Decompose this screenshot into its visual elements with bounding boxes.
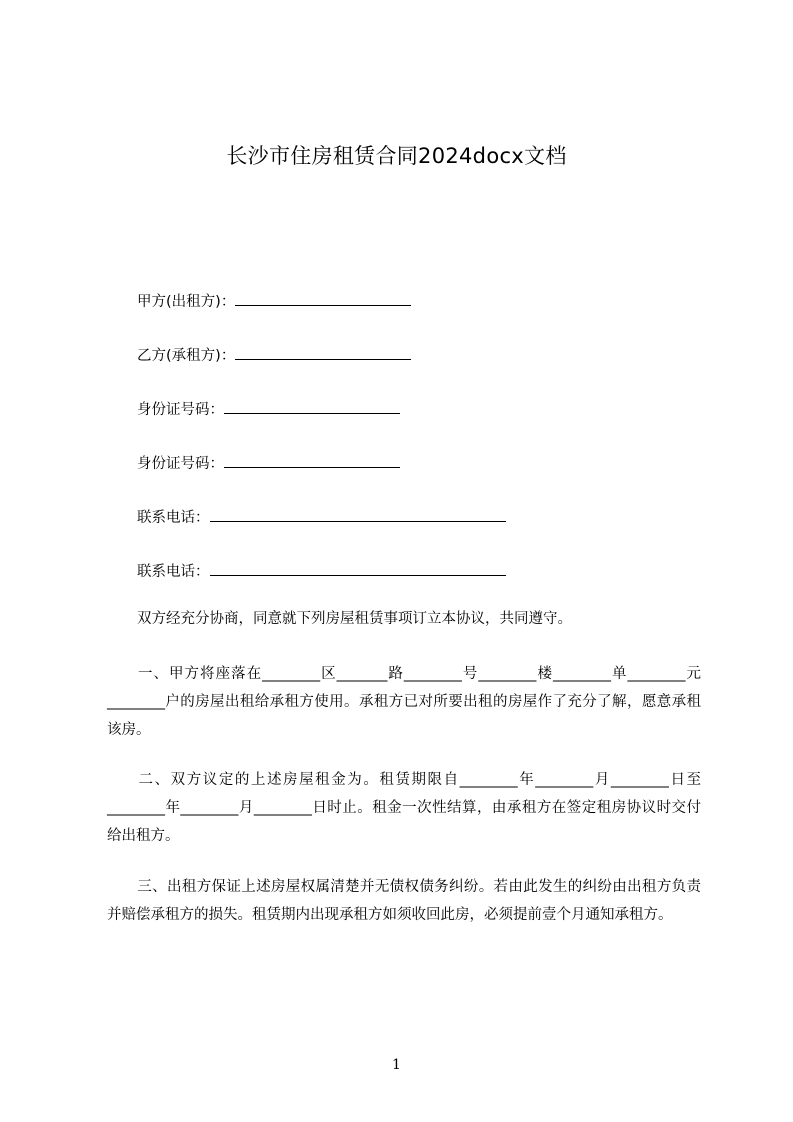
id-number-label-2: 身份证号码：	[137, 456, 224, 472]
id-number-label-1: 身份证号码：	[137, 402, 224, 418]
phone-blank-1	[210, 507, 506, 522]
id-number-blank-2	[224, 453, 400, 468]
page-number: 1	[392, 1057, 401, 1073]
clause-1-text: 一、甲方将座落在________区_______路________号________楼________单________元________户的房屋出租给承租方使用。承租方已对所要出租的房屋作了充分了解，愿意承租该房。	[107, 666, 701, 738]
phone-field-2	[137, 561, 506, 582]
clause-1	[107, 660, 701, 744]
lessee-field	[137, 345, 411, 366]
clause-3-text: 三、出租方保证上述房屋权属清楚并无债权债务纠纷。若由此发生的纠纷由出租方负责并赔偿承租方的损失。租赁期内出现承租方如须收回此房，必须提前壹个月通知承租方。	[107, 879, 701, 923]
lessee-label: 乙方(承租方)：	[137, 348, 236, 364]
id-number-field-2	[137, 453, 400, 474]
document-title: 长沙市住房租赁合同2024docx文档	[226, 144, 567, 168]
id-number-blank-1	[224, 399, 400, 414]
clause-3	[107, 873, 701, 929]
phone-field-1	[137, 507, 506, 528]
lessee-blank	[235, 345, 411, 360]
id-number-field-1	[137, 399, 400, 420]
clause-2-text: 二、双方议定的上述房屋租金为。租赁期限自________年________月________日至________年________月________日时止。租金一次性结算，由承租方在签定租房协议时交付给出租方。	[107, 772, 701, 844]
lessor-blank	[235, 291, 411, 306]
intro-paragraph	[107, 605, 701, 633]
phone-label-1: 联系电话：	[137, 510, 210, 526]
intro-text: 双方经充分协商，同意就下列房屋租赁事项订立本协议，共同遵守。	[137, 611, 572, 627]
phone-blank-2	[210, 561, 506, 576]
clause-2	[107, 766, 701, 850]
lessor-label: 甲方(出租方)：	[137, 294, 236, 310]
phone-label-2: 联系电话：	[137, 564, 210, 580]
lessor-field	[137, 291, 411, 312]
